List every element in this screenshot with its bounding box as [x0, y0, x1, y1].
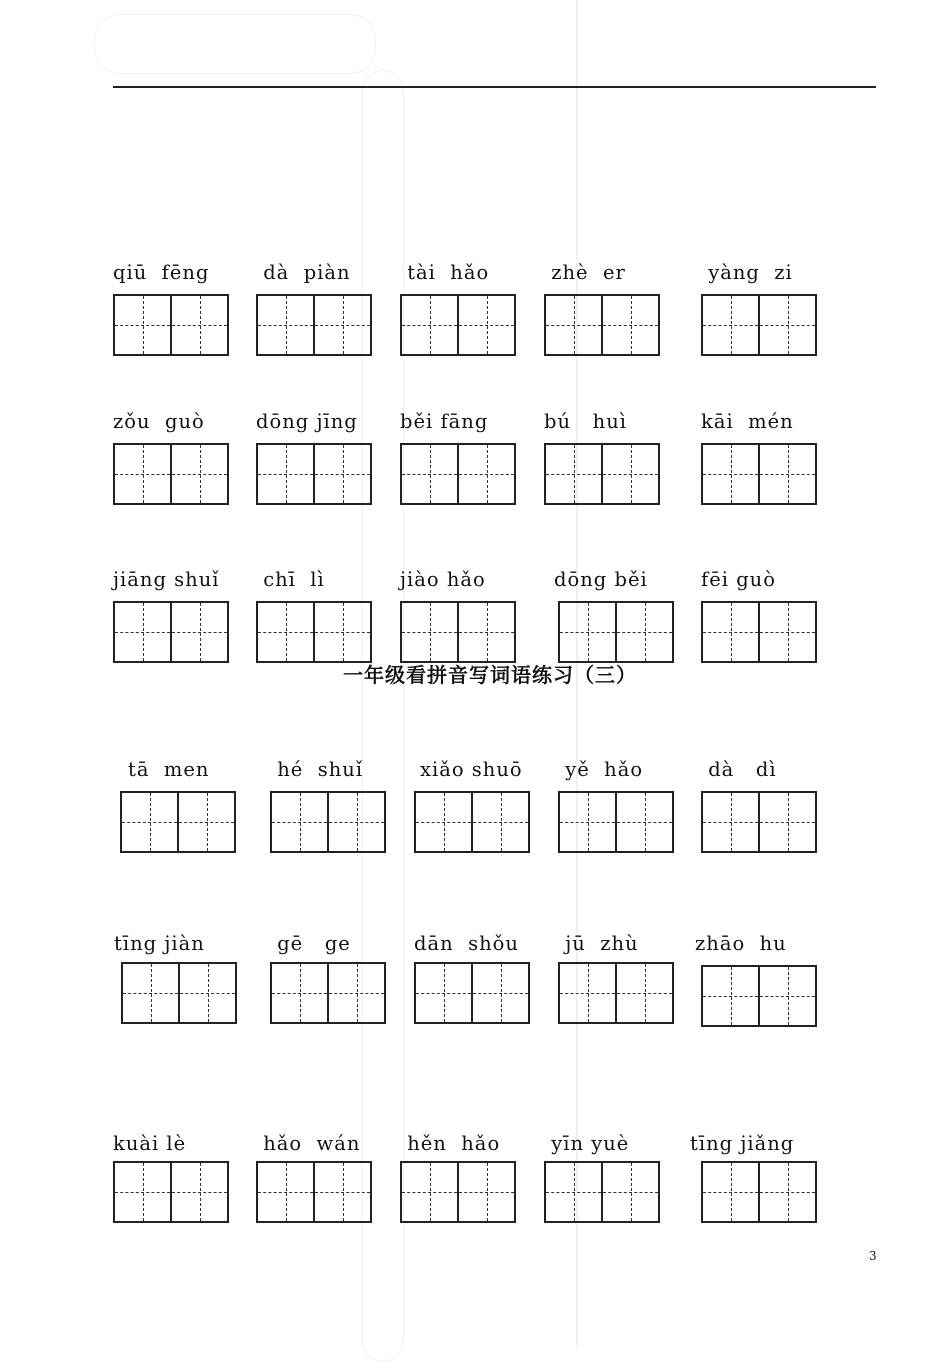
- pinyin-label: chī lì: [256, 568, 325, 591]
- pinyin-label: kuài lè: [113, 1132, 187, 1155]
- writing-boxes[interactable]: [701, 791, 817, 853]
- pinyin-label: bú huì: [544, 410, 627, 433]
- character-box[interactable]: [615, 603, 672, 661]
- writing-boxes[interactable]: [113, 1161, 229, 1223]
- writing-boxes[interactable]: [256, 601, 372, 663]
- character-box[interactable]: [272, 793, 327, 851]
- writing-boxes[interactable]: [270, 962, 386, 1024]
- pinyin-label: tài hǎo: [400, 261, 490, 284]
- character-box[interactable]: [758, 793, 815, 851]
- character-box[interactable]: [703, 1163, 758, 1221]
- pinyin-label: jiào hǎo: [400, 568, 486, 591]
- pinyin-label: zhè er: [544, 261, 626, 284]
- character-box[interactable]: [416, 964, 471, 1022]
- pinyin-label: tā men: [128, 758, 210, 781]
- character-box[interactable]: [402, 1163, 457, 1221]
- pinyin-label: zǒu guò: [113, 410, 205, 433]
- page-number: 3: [869, 1249, 877, 1263]
- pinyin-label: jū zhù: [558, 932, 639, 955]
- writing-boxes[interactable]: [414, 791, 530, 853]
- pinyin-label: dà piàn: [256, 261, 351, 284]
- writing-boxes[interactable]: [701, 294, 817, 356]
- character-box[interactable]: [416, 793, 471, 851]
- character-box[interactable]: [546, 1163, 601, 1221]
- character-box[interactable]: [122, 793, 177, 851]
- writing-boxes[interactable]: [113, 294, 229, 356]
- pinyin-label: jiāng shuǐ: [113, 568, 220, 591]
- pinyin-label: zhāo hu: [695, 932, 787, 955]
- character-box[interactable]: [402, 296, 457, 354]
- pinyin-label: běi fāng: [400, 410, 489, 433]
- pinyin-label: tīng jiàn: [114, 932, 205, 955]
- character-box[interactable]: [115, 445, 170, 503]
- character-box[interactable]: [703, 967, 758, 1025]
- writing-boxes[interactable]: [400, 443, 516, 505]
- character-box[interactable]: [615, 793, 672, 851]
- writing-boxes[interactable]: [256, 443, 372, 505]
- character-box[interactable]: [758, 445, 815, 503]
- writing-boxes[interactable]: [270, 791, 386, 853]
- pinyin-label: tīng jiǎng: [690, 1132, 795, 1155]
- character-box[interactable]: [123, 964, 178, 1022]
- character-box[interactable]: [703, 603, 758, 661]
- character-box[interactable]: [560, 603, 615, 661]
- character-box[interactable]: [170, 1163, 227, 1221]
- character-box[interactable]: [457, 1163, 514, 1221]
- character-box[interactable]: [457, 445, 514, 503]
- writing-boxes[interactable]: [558, 601, 674, 663]
- writing-boxes[interactable]: [544, 294, 660, 356]
- character-box[interactable]: [457, 603, 514, 661]
- character-box[interactable]: [546, 445, 601, 503]
- character-box[interactable]: [758, 967, 815, 1025]
- character-box[interactable]: [313, 445, 370, 503]
- background-decoration: [94, 14, 376, 74]
- character-box[interactable]: [115, 296, 170, 354]
- character-box[interactable]: [170, 445, 227, 503]
- writing-boxes[interactable]: [701, 1161, 817, 1223]
- character-box[interactable]: [703, 793, 758, 851]
- pinyin-label: yīn yuè: [544, 1132, 630, 1155]
- section-title: 一年级看拼音写词语练习（三）: [343, 663, 637, 687]
- pinyin-label: yàng zi: [701, 261, 793, 284]
- header-rule: [113, 86, 876, 88]
- character-box[interactable]: [177, 793, 234, 851]
- pinyin-label: dà dì: [701, 758, 777, 781]
- writing-boxes[interactable]: [113, 443, 229, 505]
- character-box[interactable]: [258, 445, 313, 503]
- character-box[interactable]: [471, 793, 528, 851]
- pinyin-label: dōng běi: [554, 568, 648, 591]
- character-box[interactable]: [758, 296, 815, 354]
- character-box[interactable]: [758, 1163, 815, 1221]
- pinyin-label: hé shuǐ: [270, 758, 364, 781]
- character-box[interactable]: [313, 296, 370, 354]
- character-box[interactable]: [313, 1163, 370, 1221]
- character-box[interactable]: [313, 603, 370, 661]
- character-box[interactable]: [115, 1163, 170, 1221]
- writing-boxes[interactable]: [701, 601, 817, 663]
- character-box[interactable]: [327, 793, 384, 851]
- character-box[interactable]: [402, 603, 457, 661]
- writing-boxes[interactable]: [544, 1161, 660, 1223]
- writing-boxes[interactable]: [120, 791, 236, 853]
- character-box[interactable]: [327, 964, 384, 1022]
- writing-boxes[interactable]: [701, 965, 817, 1027]
- character-box[interactable]: [258, 1163, 313, 1221]
- pinyin-label: fēi guò: [701, 568, 776, 591]
- pinyin-label: yě hǎo: [558, 758, 644, 781]
- character-box[interactable]: [170, 296, 227, 354]
- writing-boxes[interactable]: [701, 443, 817, 505]
- character-box[interactable]: [178, 964, 235, 1022]
- character-box[interactable]: [758, 603, 815, 661]
- writing-boxes[interactable]: [414, 962, 530, 1024]
- character-box[interactable]: [560, 964, 615, 1022]
- character-box[interactable]: [601, 1163, 658, 1221]
- writing-boxes[interactable]: [113, 601, 229, 663]
- character-box[interactable]: [272, 964, 327, 1022]
- character-box[interactable]: [402, 445, 457, 503]
- character-box[interactable]: [560, 793, 615, 851]
- character-box[interactable]: [546, 296, 601, 354]
- character-box[interactable]: [115, 603, 170, 661]
- character-box[interactable]: [601, 296, 658, 354]
- pinyin-label: qiū fēng: [113, 261, 210, 284]
- pinyin-label: hěn hǎo: [400, 1132, 501, 1155]
- writing-boxes[interactable]: [121, 962, 237, 1024]
- writing-boxes[interactable]: [558, 791, 674, 853]
- writing-boxes[interactable]: [558, 962, 674, 1024]
- pinyin-label: xiǎo shuō: [420, 758, 523, 781]
- pinyin-label: gē ge: [270, 932, 351, 955]
- character-box[interactable]: [170, 603, 227, 661]
- character-box[interactable]: [703, 445, 758, 503]
- writing-boxes[interactable]: [400, 294, 516, 356]
- pinyin-label: kāi mén: [701, 410, 794, 433]
- writing-boxes[interactable]: [400, 601, 516, 663]
- writing-boxes[interactable]: [400, 1161, 516, 1223]
- pinyin-label: hǎo wán: [256, 1132, 361, 1155]
- writing-boxes[interactable]: [256, 1161, 372, 1223]
- character-box[interactable]: [601, 445, 658, 503]
- pinyin-label: dān shǒu: [414, 932, 519, 955]
- writing-boxes[interactable]: [256, 294, 372, 356]
- character-box[interactable]: [471, 964, 528, 1022]
- writing-boxes[interactable]: [544, 443, 660, 505]
- pinyin-label: dōng jīng: [256, 410, 358, 433]
- character-box[interactable]: [703, 296, 758, 354]
- character-box[interactable]: [258, 296, 313, 354]
- character-box[interactable]: [457, 296, 514, 354]
- character-box[interactable]: [615, 964, 672, 1022]
- character-box[interactable]: [258, 603, 313, 661]
